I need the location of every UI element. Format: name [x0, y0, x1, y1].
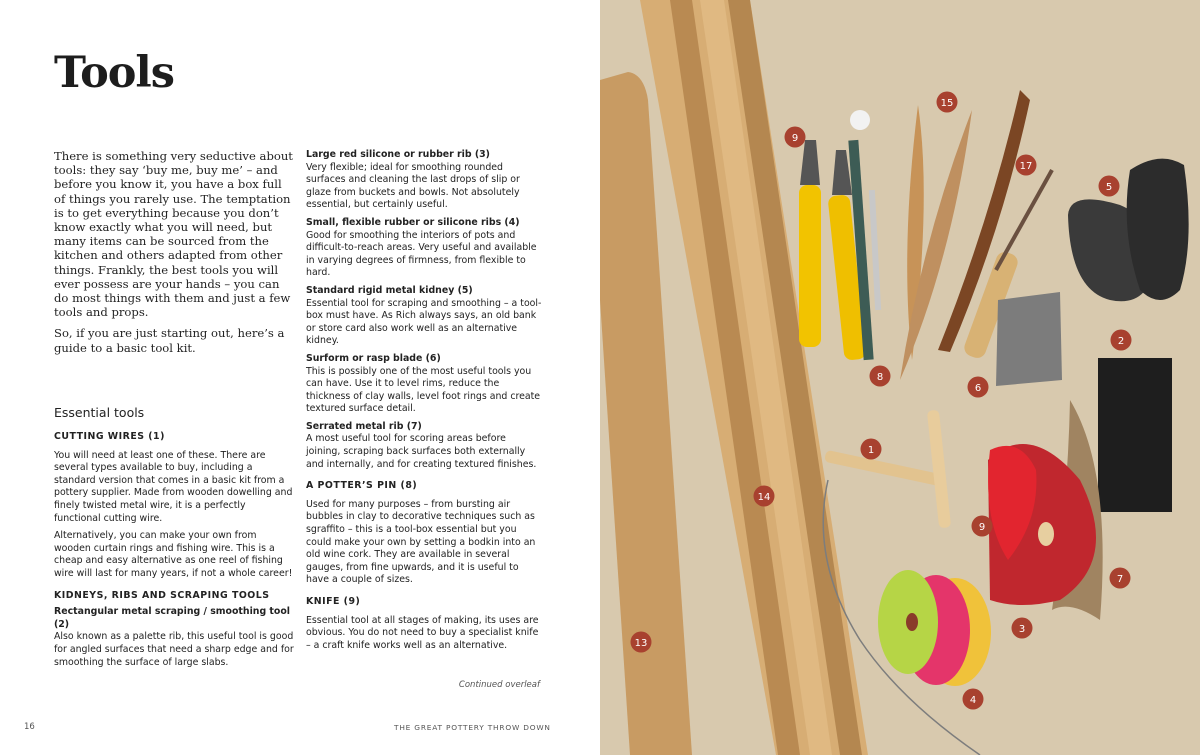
- metal-scraper: [1098, 358, 1172, 512]
- svg-text:8: 8: [876, 372, 884, 383]
- svg-text:4: 4: [969, 695, 977, 706]
- marker-2: [1111, 330, 1132, 351]
- item-text: Also known as a palette rib, this useful tool is good for angled surfaces that need a sharp edge and for smoothing the surface of large slabs.: [54, 631, 294, 668]
- marker-7: [1110, 568, 1131, 589]
- item-title: Surform or rasp blade (6): [306, 352, 441, 364]
- item-title: Serrated metal rib (7): [306, 420, 422, 432]
- pin-head: [850, 110, 870, 130]
- marker-5: [1099, 176, 1120, 197]
- page-number: 16: [24, 722, 35, 732]
- marker-15: [937, 92, 958, 113]
- rib-hole: [1038, 522, 1054, 546]
- heading-cutting-wires: CUTTING WIRES (1): [54, 431, 165, 442]
- page-title: Tools: [54, 48, 174, 98]
- svg-text:2: 2: [1117, 336, 1125, 347]
- surform-blade: [996, 292, 1062, 386]
- continued-note: Continued overleaf: [458, 680, 540, 690]
- marker-11: [972, 516, 993, 537]
- body-paragraph: Alternatively, you can make your own from wooden curtain rings and fishing wire. This is a cheap and easy alternative as one reel of fishing wire will last for many years, if not a whole career!: [54, 530, 293, 579]
- svg-text:7: 7: [1116, 574, 1124, 585]
- marker-3: [1012, 618, 1033, 639]
- intro-text: [54, 149, 294, 362]
- svg-text:3: 3: [1018, 624, 1026, 635]
- svg-text:13: 13: [634, 638, 648, 649]
- marker-17: [1016, 155, 1037, 176]
- marker-13: [631, 632, 652, 653]
- body-paragraph: Used for many purposes – from bursting air bubbles in clay to decorative techniques such as sgraffito – this is a tool-box essential but you could make your own by setting a bodkin into an old wine cork. They are available in several gauges, from fine upwards, and it is useful to have a couple of sizes.: [306, 498, 536, 586]
- svg-text:14: 14: [757, 492, 771, 503]
- svg-text:15: 15: [940, 98, 954, 109]
- item-text: This is possibly one of the most useful tools you can have. Use it to level rims, reduce the thickness of clay walls, level foot rings and create textured surface detail.: [306, 365, 541, 415]
- marker-4: [963, 689, 984, 710]
- tools-illustration: [600, 0, 1200, 755]
- heading-kidneys: KIDNEYS, RIBS AND SCRAPING TOOLS: [54, 589, 270, 601]
- marker-9: [785, 127, 806, 148]
- rib-hole: [906, 613, 918, 631]
- body-paragraph: You will need at least one of these. There are several types available to buy, including a standard version that comes in a basic kit from a pottery supplier. Made from wooden dowelling and finely twisted metal wire, it is a perfectly functional cutting wire.: [54, 449, 293, 524]
- body-paragraph: Essential tool at all stages of making, its uses are obvious. You do not need to buy a specialist knife – a craft knife works well as an alternative.: [306, 614, 539, 651]
- craft-knife: [799, 185, 821, 347]
- marker-14: [754, 486, 775, 507]
- intro-paragraph: There is something very seductive about tools: they say ‘buy me, buy me’ – and before you know it, you have a box full of things you rarely use. The temptation is to get everything because you don’t know exactly what you will need, but many items can be sourced from the kitchen and others adapted from other things. Frankly, the best tools you will ever possess are your hands – you can do most things with them and just a few tools and props.: [54, 149, 293, 320]
- heading-potters-pin: A POTTER’S PIN (8): [306, 480, 418, 492]
- heading-knife: KNIFE (9): [306, 596, 361, 607]
- intro-paragraph: So, if you are just starting out, here’s a guide to a basic tool kit.: [54, 326, 285, 355]
- item-title: Standard rigid metal kidney (5): [306, 284, 473, 296]
- item-text: Very flexible; ideal for smoothing rounded surfaces and cleaning the last drops of slip or glaze from buckets and bowls. Not absolutely essential, but certainly useful.: [306, 161, 520, 211]
- running-footer: THE GREAT POTTERY THROW DOWN: [394, 723, 551, 732]
- tools-photo: [600, 0, 1200, 755]
- marker-6: [968, 377, 989, 398]
- svg-text:5: 5: [1105, 182, 1113, 193]
- svg-text:9: 9: [978, 522, 986, 533]
- item-text: Essential tool for scraping and smoothing – a tool-box must have. As Rich always says, an old bank or store card also work well as an alternative kidney.: [306, 297, 542, 347]
- section-heading: Essential tools: [54, 405, 145, 420]
- column-1: [54, 431, 294, 674]
- svg-text:6: 6: [974, 383, 982, 394]
- item-title: Small, flexible rubber or silicone ribs (4): [306, 216, 520, 228]
- svg-text:9: 9: [791, 133, 799, 144]
- marker-1: [861, 439, 882, 460]
- item-title: Large red silicone or rubber rib (3): [306, 149, 490, 160]
- svg-text:1: 1: [867, 445, 875, 456]
- item-text: A most useful tool for scoring areas before joining, scraping back surfaces both externally and internally, and for creating textured finishes.: [306, 433, 537, 470]
- item-text: Good for smoothing the interiors of pots and difficult-to-reach areas. Very useful and available in varying degrees of firmness, from flexible to hard.: [306, 229, 537, 279]
- item-title: Rectangular metal scraping / smoothing tool (2): [54, 606, 291, 630]
- marker-8: [870, 366, 891, 387]
- svg-text:17: 17: [1019, 161, 1033, 172]
- column-2: [306, 149, 542, 657]
